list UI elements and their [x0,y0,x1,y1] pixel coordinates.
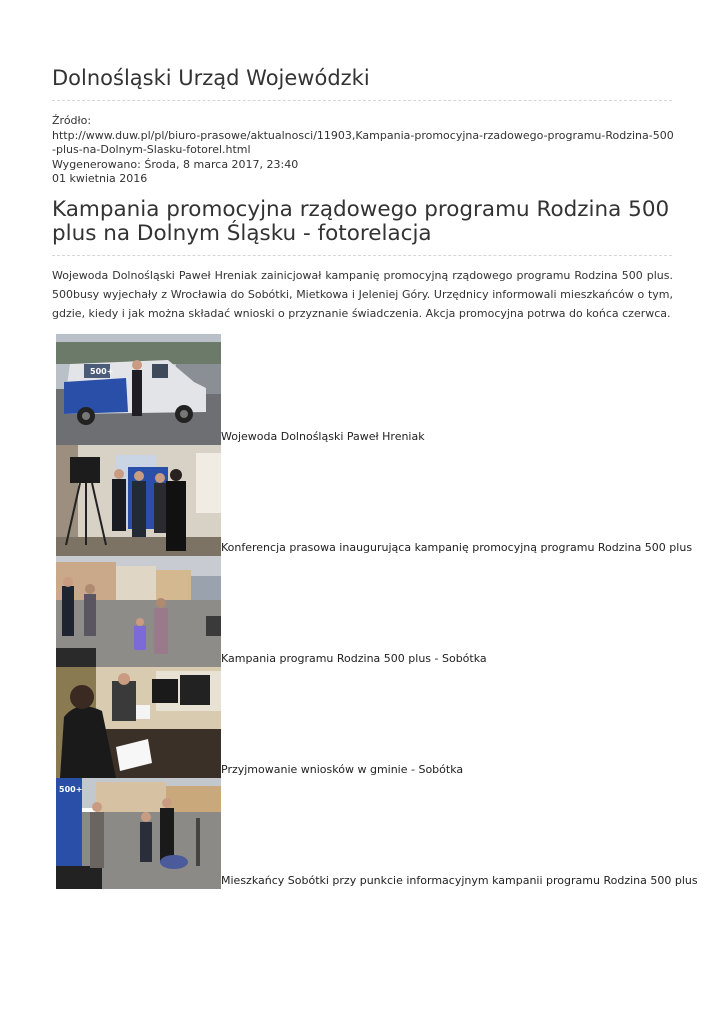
photo-caption: Przyjmowanie wniosków w gminie - Sobótka [221,763,464,776]
photo-office-applications[interactable] [56,667,221,778]
site-title: Dolnośląski Urząd Wojewódzki [52,66,370,90]
photo-caption: Konferencja prasowa inaugurująca kampanię promocyjną programu Rodzina 500 plus [221,541,693,554]
photo-van[interactable] [56,334,221,445]
banner-badge-text: 500+ [59,785,83,794]
photo-van-image [56,334,221,445]
article-title: Kampania promocyjna rządowego programu Rodzina 500 plus na Dolnym Śląsku - fotorelacja [52,197,670,246]
photo-press-conference[interactable] [56,445,221,556]
title-divider [52,255,672,256]
gallery-item [56,556,676,667]
photo-caption: Wojewoda Dolnośląski Paweł Hreniak [221,430,425,443]
article-meta [52,114,674,187]
photo-sobotka-square-image [56,556,221,667]
gallery-item [56,778,698,889]
van-badge-text: 500+ [90,367,114,376]
photo-office-applications-image [56,667,221,778]
source-label: Źródło: [52,114,92,127]
photo-caption: Mieszkańcy Sobótki przy punkcie informacyjnym kampanii programu Rodzina 500 plus [221,874,698,887]
photo-caption: Kampania programu Rodzina 500 plus - Sobótka [221,652,487,665]
photo-sobotka-square[interactable] [56,556,221,667]
gallery-item [56,445,693,556]
publication-date: 01 kwietnia 2016 [52,172,148,185]
photo-info-point[interactable] [56,778,221,889]
photo-press-conference-image [56,445,221,556]
photo-gallery [56,334,698,889]
gallery-item [56,334,676,445]
source-url[interactable]: http://www.duw.pl/pl/biuro-prasowe/aktualnosci/11903,Kampania-promocyjna-rzadowego-programu-Rodzina-500-plus-na-Dolnym-Slasku-fotorel.html [52,128,674,156]
header-divider [52,100,672,101]
gallery-item [56,667,676,778]
article-lead: Wojewoda Dolnośląski Paweł Hreniak zainicjował kampanię promocyjną rządowego programu Rodzina 500 plus. 500busy wyjechały z Wrocławia do Sobótki, Mietkowa i Jeleniej Góry. Urzędnicy informowali mieszkańców o tym, gdzie, kiedy i jak można składać wnioski o przyznanie świadczenia. Akcja promocyjna potrwa do końca czerwca. [52,269,673,320]
generated-timestamp: Wygenerowano: Środa, 8 marca 2017, 23:40 [52,157,299,171]
photo-info-point-image [56,778,221,889]
